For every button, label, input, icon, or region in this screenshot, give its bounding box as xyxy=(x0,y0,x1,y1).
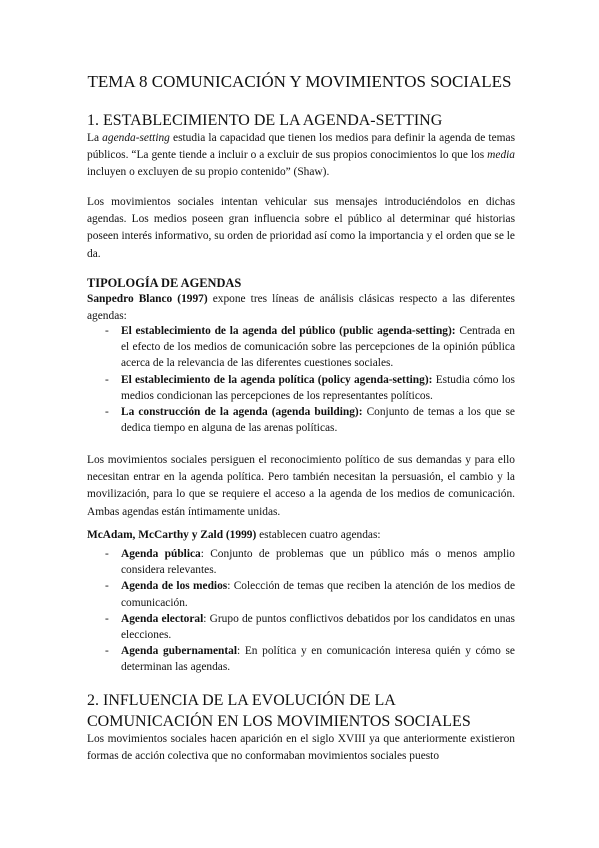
list-dash: - xyxy=(105,373,109,386)
list-item xyxy=(87,611,515,643)
page-title: TEMA 8 COMUNICACIÓN Y MOVIMIENTOS SOCIALES xyxy=(87,72,512,91)
list-item-term: Agenda electoral xyxy=(121,612,204,625)
section-1-paragraph-1 xyxy=(87,130,515,182)
list-dash: - xyxy=(105,645,109,658)
section-1-heading: 1. ESTABLECIMIENTO DE LA AGENDA-SETTING xyxy=(87,112,443,129)
section-1-paragraph-5 xyxy=(87,527,515,544)
list-item xyxy=(87,372,515,404)
list-item-text: : Colección de temas que reciben la atención de los medios de comunicación. xyxy=(121,580,515,609)
section-1-paragraph-2: Los movimientos sociales intentan vehicular sus mensajes introduciéndolos en dichas agendas. Los medios poseen gran influencia sobre el público al determinar qué historias poseen interés informativo, su orden de prioridad así como la importancia y el orden que se le da. xyxy=(87,196,515,260)
list-dash: - xyxy=(105,548,109,560)
subheading-tipologia: TIPOLOGÍA DE AGENDAS xyxy=(87,276,242,290)
list-item-text: : En política y en comunicación interesa quién y cómo se determinan las agendas. xyxy=(121,645,515,674)
section-1-paragraph-4: Los movimientos sociales persiguen el reconocimiento político de sus demandas y para ello necesitan entrar en la agenda política. Pero también necesitan la persuasión, el cambio y la movilización, para lo que se requiere el acceso a la agenda de los medios de comunicación. Ambas agendas están íntimamente unidas. xyxy=(87,454,515,518)
list-item-term: El establecimiento de la agenda política (policy agenda-setting): xyxy=(121,373,433,386)
list-item-term: Agenda gubernamental xyxy=(121,645,238,658)
list-item-text: Centrada en el efecto de los medios de comunicación sobre las percepciones de la opinión pública acerca de la relevancia de las diferentes cuestiones sociales. xyxy=(121,325,515,370)
list-dash: - xyxy=(105,612,109,625)
list-dash: - xyxy=(105,325,109,337)
author-citation: Sanpedro Blanco (1997) xyxy=(87,293,208,305)
list-item-text: : Conjunto de problemas que un público más o menos amplio considera relevantes. xyxy=(121,548,515,577)
list-item xyxy=(87,404,515,436)
list-item xyxy=(87,323,515,372)
italic-term: media xyxy=(487,149,515,162)
agenda-list-2 xyxy=(87,546,515,676)
text-run: estudia la capacidad que tienen los medios para definir la agenda de temas públicos. “La gente tiende a incluir o a excluir de sus propios conocimientos lo que los xyxy=(87,132,515,162)
list-item-term: El establecimiento de la agenda del público (public agenda-setting): xyxy=(121,325,456,337)
list-item-text: : Grupo de puntos conflictivos debatidos por los candidatos en unas elecciones. xyxy=(121,612,515,642)
list-item-text: Estudia cómo los medios condicionan las percepciones de los representantes políticos. xyxy=(121,373,515,402)
section-2-heading: 2. INFLUENCIA DE LA EVOLUCIÓN DE LA COMUNICACIÓN EN LOS MOVIMIENTOS SOCIALES xyxy=(87,692,471,730)
list-item xyxy=(87,546,515,578)
text-run: incluyen o excluyen de su propio contenido” (Shaw). xyxy=(87,166,330,179)
list-item xyxy=(87,578,515,610)
list-item-term: Agenda pública xyxy=(121,548,201,560)
text-run: La xyxy=(87,132,103,144)
author-citation: McAdam, McCarthy y Zald (1999) xyxy=(87,529,257,541)
section-2-paragraph-1: Los movimientos sociales hacen aparición en el siglo XVIII ya que anteriormente existieron formas de acción colectiva que no conformaban movimientos sociales puesto xyxy=(87,733,515,763)
list-dash: - xyxy=(105,406,109,419)
italic-term: agenda-setting xyxy=(102,132,170,144)
list-item-text: Conjunto de temas a los que se dedica tiempo en alguna de las arenas políticas. xyxy=(121,406,515,435)
list-item xyxy=(87,643,515,675)
section-1-paragraph-3 xyxy=(87,291,515,325)
text-run: establecen cuatro agendas: xyxy=(256,529,381,541)
text-run: expone tres líneas de análisis clásicas respecto a las diferentes agendas: xyxy=(87,293,515,323)
list-dash: - xyxy=(105,580,109,593)
list-item-term: La construcción de la agenda (agenda building): xyxy=(121,406,363,419)
agenda-list-1 xyxy=(87,323,515,436)
list-item-term: Agenda de los medios xyxy=(121,580,228,593)
